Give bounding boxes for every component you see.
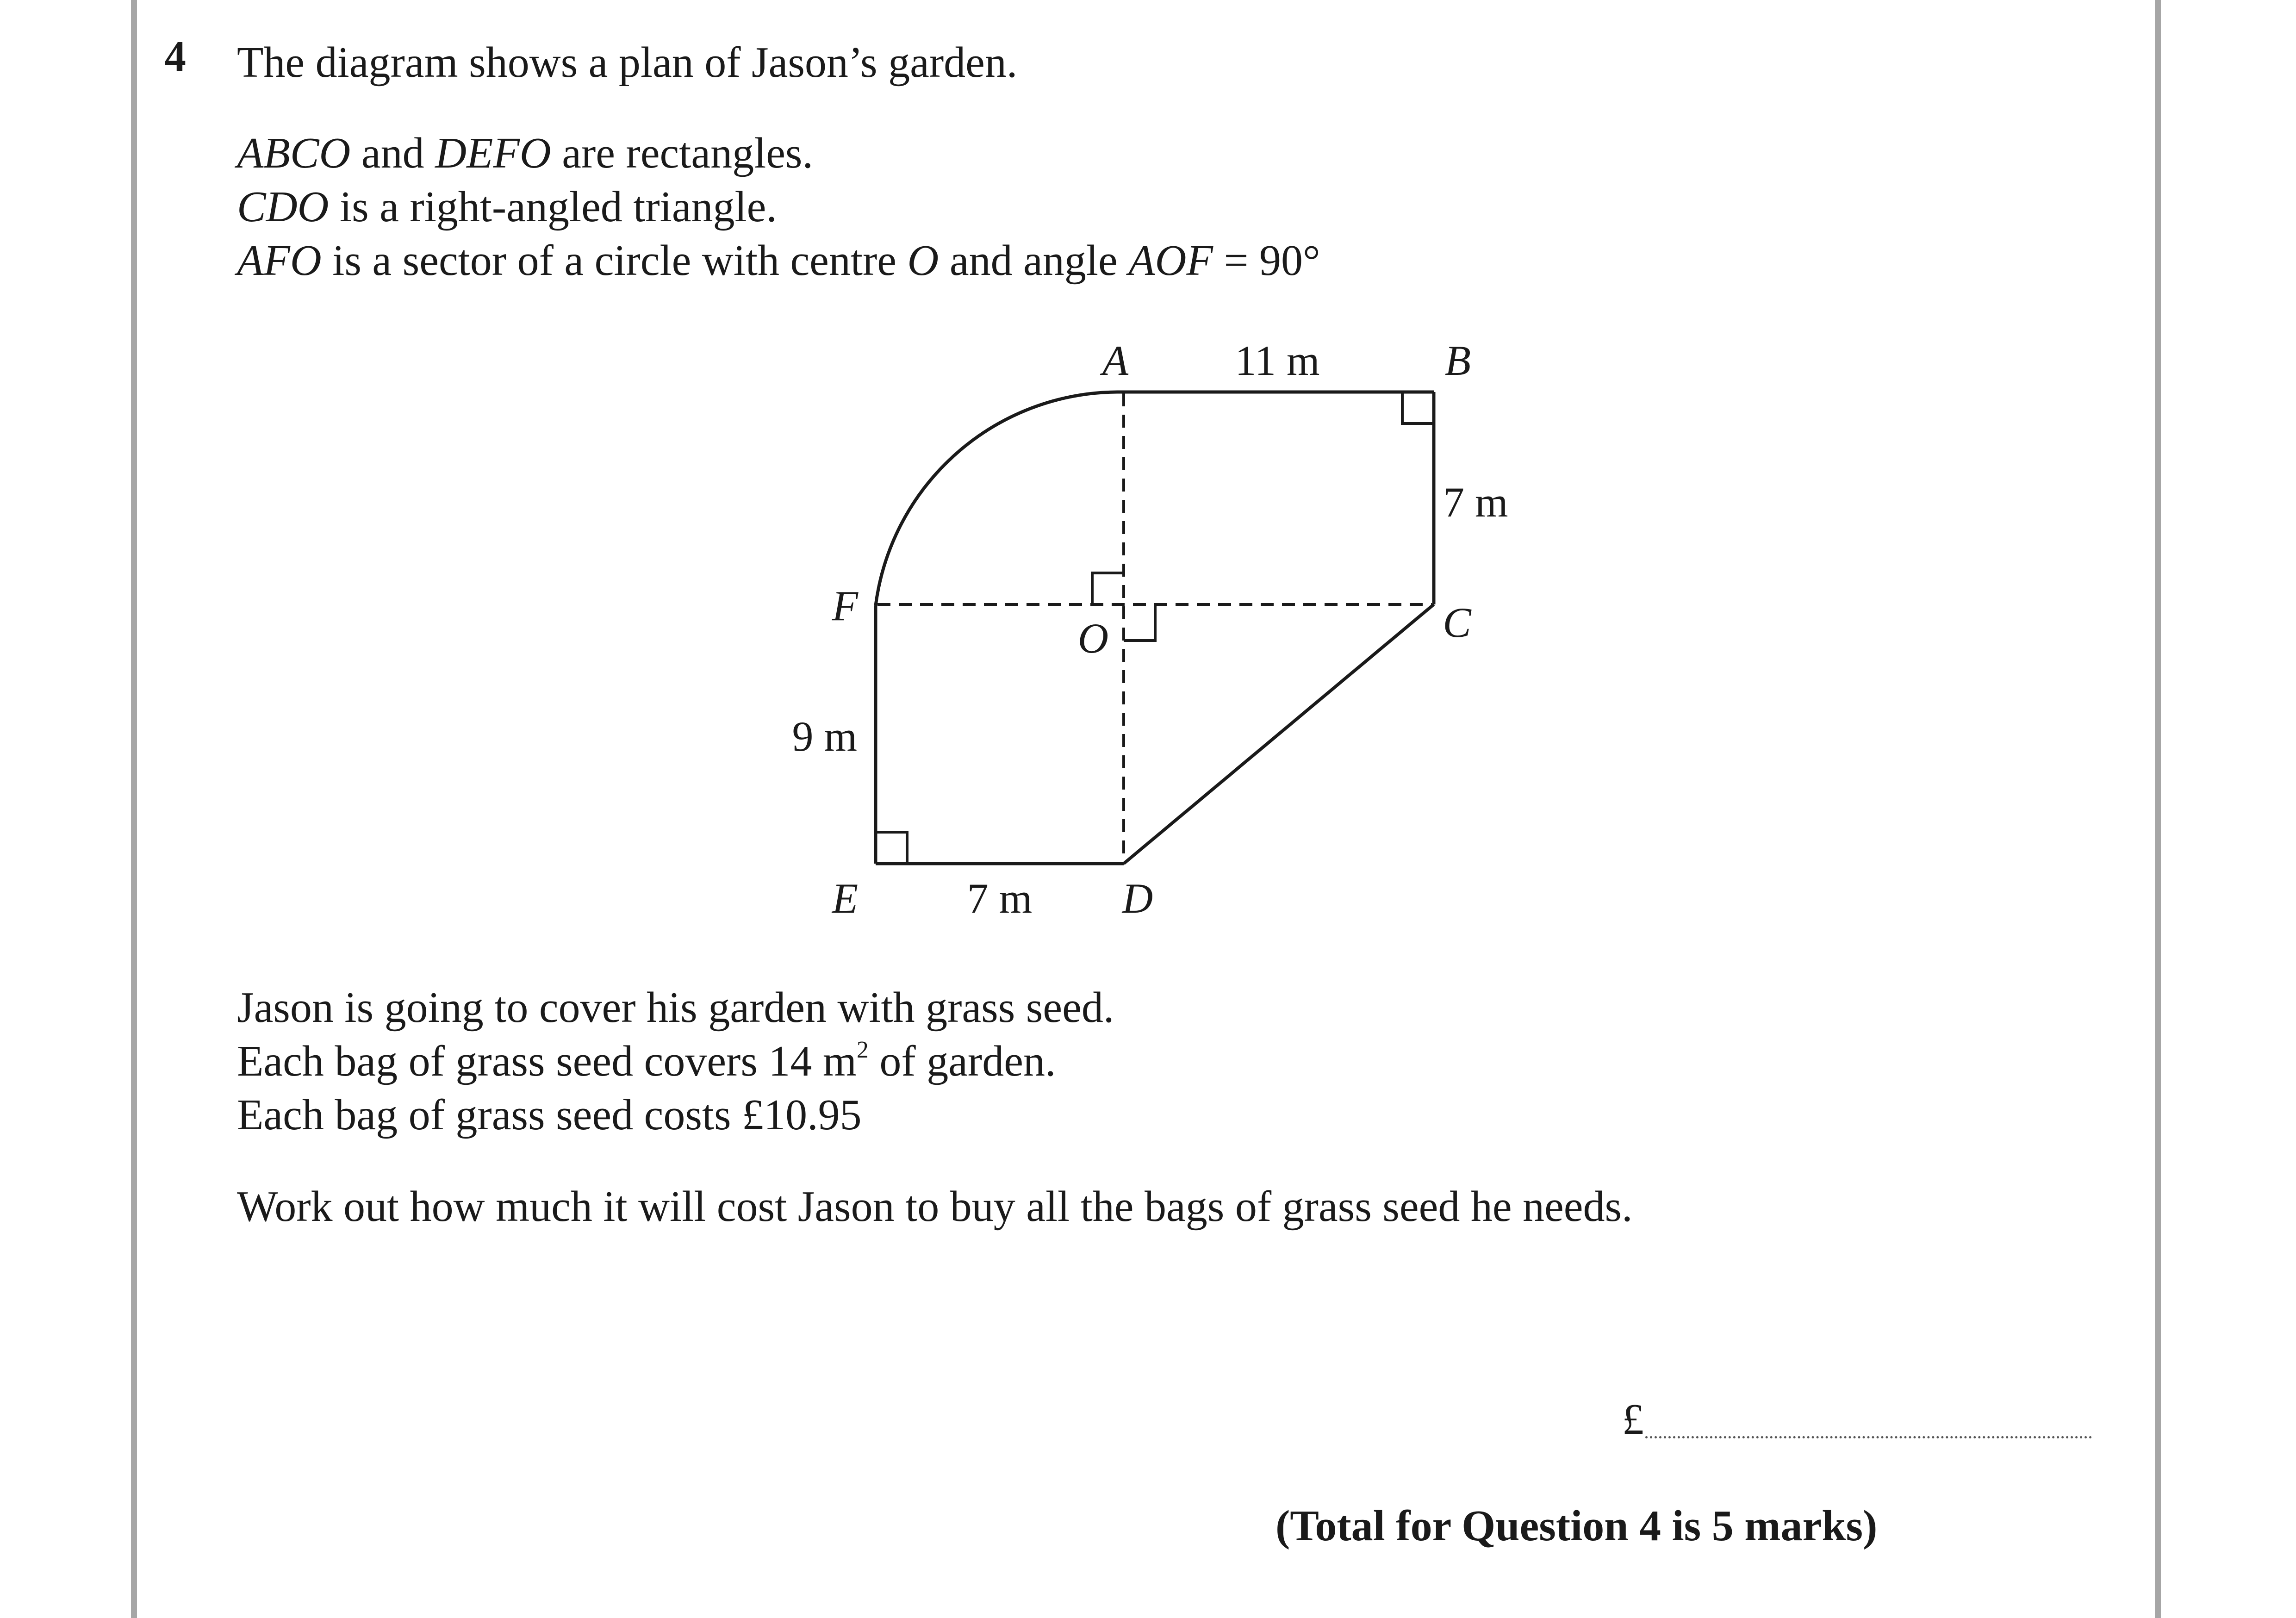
fact-sector-text-1: is a sector of a circle with centre <box>321 236 908 285</box>
diagram-labels <box>792 337 1508 922</box>
task-line-bag-coverage-text: Each bag of grass seed covers 14 m <box>237 1037 857 1085</box>
fact-triangle-rest: is a right-angled triangle. <box>329 183 777 231</box>
total-marks: (Total for Question 4 is 5 marks) <box>1276 1502 1878 1550</box>
label-f: F <box>832 582 859 629</box>
fact-rectangles-name-2: DEFO <box>435 129 551 177</box>
label-c: C <box>1443 599 1471 646</box>
fact-rectangles-rest: are rectangles. <box>551 129 814 177</box>
task-line-bag-coverage-end: of garden. <box>868 1037 1056 1085</box>
fact-rectangles-join: and <box>350 129 436 177</box>
question-number: 4 <box>164 32 186 81</box>
measure-ed: 7 m <box>967 875 1033 922</box>
label-a: A <box>1102 337 1129 384</box>
right-angle-marks <box>876 392 1434 864</box>
answer-line[interactable] <box>1645 1436 2092 1438</box>
label-e: E <box>832 875 859 922</box>
measure-ef: 9 m <box>792 713 857 760</box>
task-instruction: Work out how much it will cost Jason to buy all the bags of grass seed he needs. <box>237 1182 1633 1231</box>
task-line-bag-cost: Each bag of grass seed costs £10.95 <box>237 1091 862 1139</box>
measure-ab: 11 m <box>1235 337 1320 384</box>
right-angle-o-upper <box>1092 573 1124 604</box>
right-angle-b <box>1402 392 1434 423</box>
measure-bc: 7 m <box>1443 479 1508 526</box>
fact-sector-centre: O <box>907 236 939 285</box>
fact-sector-name: AFO <box>237 236 322 285</box>
right-angle-e <box>876 832 907 864</box>
question-intro: The diagram shows a plan of Jason’s garden. <box>237 38 1018 87</box>
label-o: O <box>1077 615 1109 662</box>
right-angle-o-lower <box>1124 604 1155 641</box>
superscript-squared: 2 <box>857 1037 869 1064</box>
fact-sector-text-2: and angle <box>939 236 1129 285</box>
arc-af <box>876 392 1121 605</box>
fact-sector-rest: = 90° <box>1213 236 1320 285</box>
label-d: D <box>1122 875 1153 922</box>
fact-sector-angle-name: AOF <box>1128 236 1213 285</box>
task-line-cover: Jason is going to cover his garden with grass seed. <box>237 983 1114 1032</box>
task-line-bag-coverage <box>237 1039 1056 1083</box>
fact-rectangles-name-1: ABCO <box>237 129 351 177</box>
fact-triangle-name: CDO <box>237 183 329 231</box>
answer-currency: £ <box>1622 1395 1644 1444</box>
label-b: B <box>1444 337 1471 384</box>
edge-cd <box>1124 604 1434 864</box>
